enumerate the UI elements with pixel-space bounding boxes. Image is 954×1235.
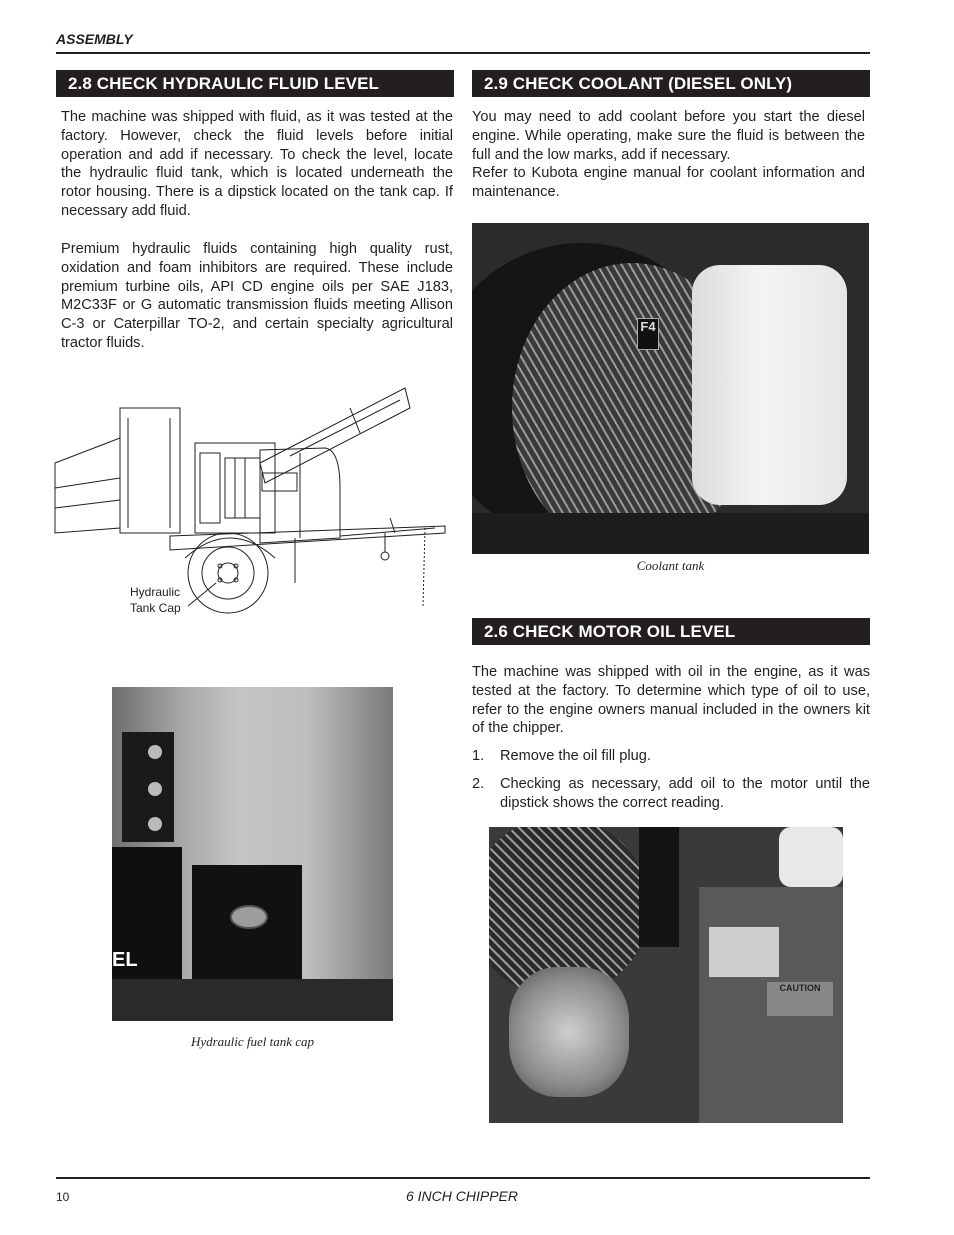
section-heading-hydraulic: 2.8 CHECK HYDRAULIC FLUID LEVEL (56, 70, 454, 97)
diagram-callout-label (130, 584, 181, 616)
step-text: Checking as necessary, add oil to the motor until the dipstick shows the correct reading. (500, 775, 870, 811)
coolant-paragraph-1: You may need to add coolant before you start the diesel engine. While operating, make sure the fluid is between the full and the low marks, add if necessary. (472, 109, 865, 163)
chipper-diagram (50, 378, 460, 618)
coolant-photo-caption: Coolant tank (636, 558, 705, 573)
hydraulic-photo-caption: Hydraulic fuel tank cap (190, 1034, 315, 1049)
coolant-tank-photo (472, 223, 869, 554)
hydraulic-paragraph-1: The machine was shipped with fluid, as it was tested at the factory. However, check the fluid levels before initial operation and add if necessary. To check the level, locate the hydraulic fluid tank, which is located underneath the rotor housing. There is a dipstick located on the tank cap. If necessary add fluid. (61, 109, 453, 219)
list-item (472, 747, 870, 766)
hydraulic-tank-photo (112, 687, 393, 1021)
page-number: 10 (56, 1190, 70, 1204)
step-number: 2. (472, 775, 485, 792)
footer-rule (56, 1177, 870, 1179)
coolant-paragraph-2: Refer to Kubota engine manual for coolant information and maintenance. (472, 165, 865, 200)
photo-decal-text: EL (112, 949, 138, 971)
photo-label-mark: F4 (637, 318, 659, 350)
callout-line-2: Tank Cap (130, 601, 181, 615)
footer-title: 6 INCH CHIPPER (405, 1188, 519, 1204)
photo-caution-decal: CAUTION (767, 982, 833, 1016)
header-rule (56, 52, 870, 54)
section-heading-coolant: 2.9 CHECK COOLANT (DIESEL ONLY) (472, 70, 870, 97)
list-item (472, 775, 870, 813)
step-number: 1. (472, 748, 485, 764)
callout-line-1: Hydraulic (130, 585, 181, 599)
oil-steps-list (472, 747, 870, 812)
motor-oil-photo (489, 827, 843, 1123)
hydraulic-paragraph-2: Premium hydraulic fluids containing high quality rust, oxidation and foam inhibitors are required. These include premium turbine oils, API CD engine oils per SAE J183, M2C33F or G automatic transmission fluids meeting Allison C-3 or Caterpillar TO-2, and certain specialty agricultural tractor fluids. (61, 241, 453, 351)
step-text: Remove the oil fill plug. (500, 748, 651, 764)
section-heading-motor-oil: 2.6 CHECK MOTOR OIL LEVEL (472, 618, 870, 645)
running-header: ASSEMBLY (56, 31, 133, 47)
oil-paragraph: The machine was shipped with oil in the engine, as it was tested at the factory. To determine which type of oil to use, refer to the engine owners manual included in the owners kit of the chipper. (472, 664, 870, 737)
